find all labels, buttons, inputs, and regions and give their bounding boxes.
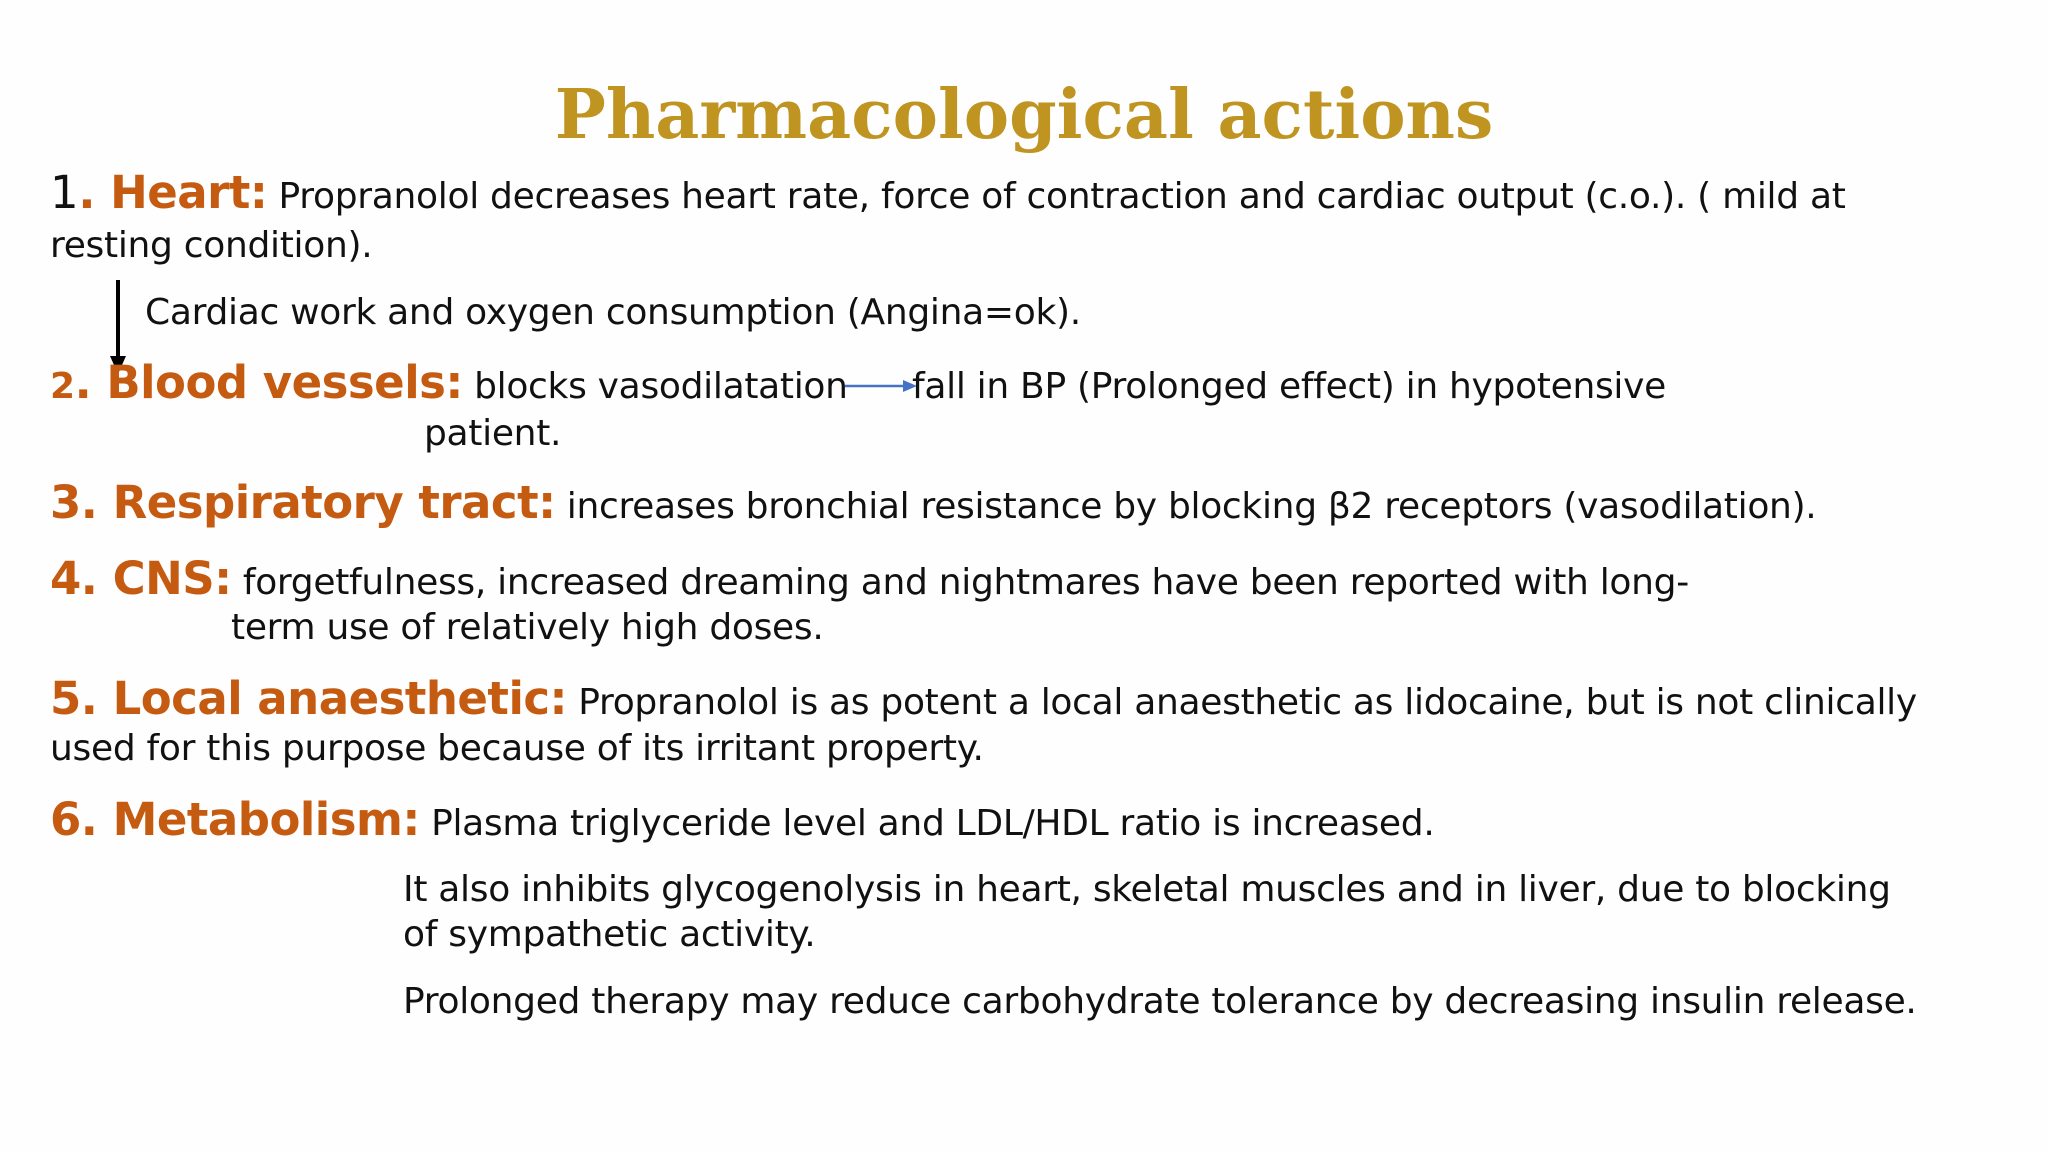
slide-title: Pharmacological actions (554, 75, 1494, 155)
item-heart-number: 1 (50, 166, 79, 219)
item-local-anaesthetic-heading: 5. Local anaesthetic: (50, 672, 568, 725)
item-metabolism-line1 (50, 793, 1435, 847)
item-cns-heading: 4. CNS: (50, 552, 232, 605)
item-heart-text: Propranolol decreases heart rate, force of contraction and cardiac output (c.o.). ( mild at (278, 176, 1846, 217)
item-respiratory-text: increases bronchial resistance by blocking β2 receptors (vasodilation). (566, 486, 1817, 527)
item-metabolism-para3: Prolonged therapy may reduce carbohydrate tolerance by decreasing insulin release. (403, 981, 1917, 1022)
item-blood-vessels-text-after-arrow: fall in BP (Prolonged effect) in hypotensive (912, 366, 1666, 407)
item-local-anaesthetic-text: Propranolol is as potent a local anaesthetic as lidocaine, but is not clinically (578, 682, 1917, 723)
item-cns-line1 (50, 552, 1689, 606)
item-blood-vessels-heading: . Blood vessels: (74, 356, 463, 409)
item-heart-text-cont: resting condition). (50, 225, 373, 266)
item-local-anaesthetic-line1 (50, 672, 1917, 726)
item-metabolism-para2-line1: It also inhibits glycogenolysis in heart, skeletal muscles and in liver, due to blocking (403, 869, 1891, 910)
item-heart-line1 (50, 166, 1846, 220)
item-heart-heading: . Heart: (78, 166, 268, 219)
item-metabolism-text: Plasma triglyceride level and LDL/HDL ratio is increased. (431, 803, 1435, 844)
item-blood-vessels-line1 (50, 356, 848, 410)
item-cns-text: forgetfulness, increased dreaming and nightmares have been reported with long- (242, 562, 1689, 603)
right-arrow-icon (845, 377, 917, 395)
item-metabolism-para2-line2: of sympathetic activity. (403, 914, 816, 955)
item-blood-vessels-number: 2 (50, 366, 75, 407)
item-blood-vessels-text-cont: patient. (424, 413, 562, 454)
item-heart-sub: Cardiac work and oxygen consumption (Angina=ok). (145, 292, 1081, 333)
item-cns-text-cont: term use of relatively high doses. (231, 607, 824, 648)
item-local-anaesthetic-text-cont: used for this purpose because of its irritant property. (50, 728, 984, 769)
item-metabolism-heading: 6. Metabolism: (50, 793, 420, 846)
item-respiratory-line (50, 476, 1817, 530)
item-respiratory-heading: 3. Respiratory tract: (50, 476, 556, 529)
item-blood-vessels-text: blocks vasodilatation (474, 366, 848, 407)
